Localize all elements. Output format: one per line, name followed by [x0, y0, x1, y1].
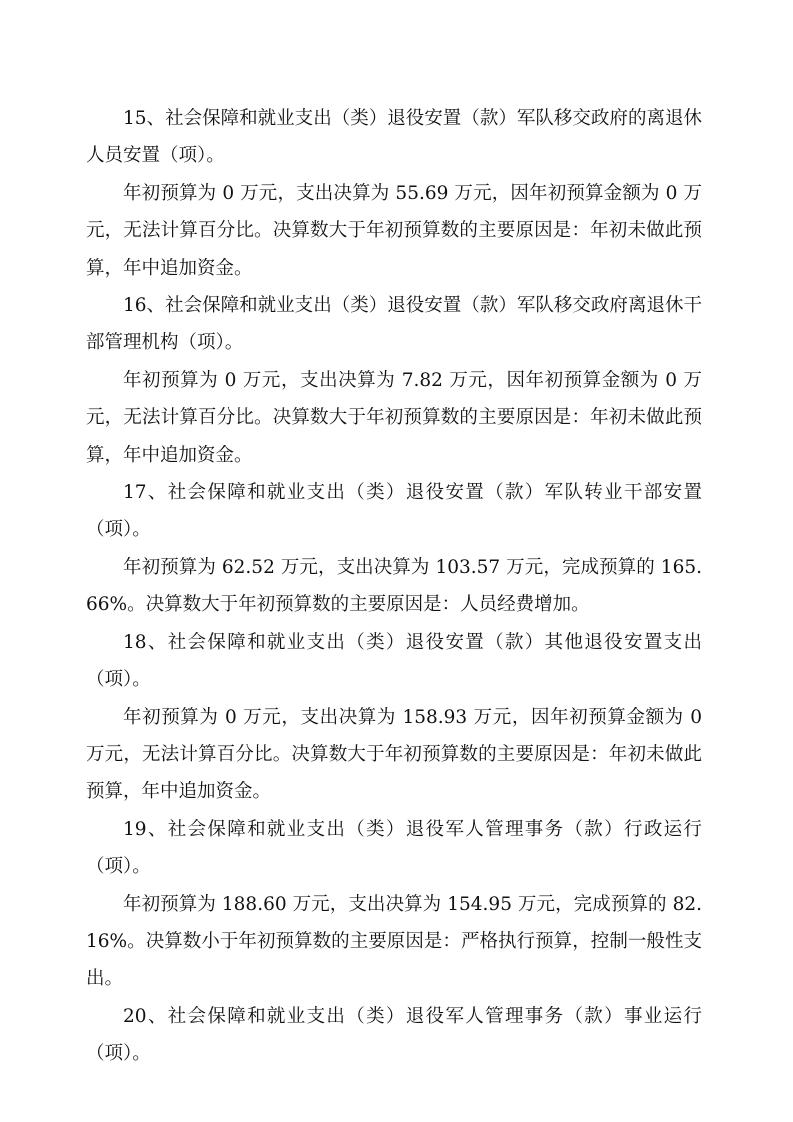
document-page	[86, 100, 702, 1073]
item-20-heading: 20、社会保障和就业支出（类）退役军人管理事务（款）事业运行（项）。	[86, 1005, 702, 1065]
item-16-body: 年初预算为 0 万元，支出决算为 7.82 万元，因年初预算金额为 0 万元，无法计算百分比。决算数大于年初预算数的主要原因是：年初未做此预算，年中追加资金。	[86, 369, 702, 466]
item-17-body: 年初预算为 62.52 万元，支出决算为 103.57 万元，完成预算的 165.66%。决算数大于年初预算数的主要原因是：人员经费增加。	[86, 556, 702, 616]
item-19-body: 年初预算为 188.60 万元，支出决算为 154.95 万元，完成预算的 82.16%。决算数小于年初预算数的主要原因是：严格执行预算，控制一般性支出。	[86, 893, 702, 990]
item-18-heading: 18、社会保障和就业支出（类）退役安置（款）其他退役安置支出（项）。	[86, 631, 702, 691]
item-17-heading: 17、社会保障和就业支出（类）退役安置（款）军队转业干部安置（项）。	[86, 482, 702, 541]
item-18-body: 年初预算为 0 万元，支出决算为 158.93 万元，因年初预算金额为 0 万元，无法计算百分比。决算数大于年初预算数的主要原因是：年初未做此预算，年中追加资金。	[86, 706, 702, 803]
item-16-heading: 16、社会保障和就业支出（类）退役安置（款）军队移交政府离退休干部管理机构（项）。	[86, 295, 702, 354]
item-15-body: 年初预算为 0 万元，支出决算为 55.69 万元，因年初预算金额为 0 万元，无法计算百分比。决算数大于年初预算数的主要原因是：年初未做此预算，年中追加资金。	[86, 182, 702, 279]
item-19-heading: 19、社会保障和就业支出（类）退役军人管理事务（款）行政运行（项）。	[86, 818, 702, 878]
item-15-heading: 15、社会保障和就业支出（类）退役安置（款）军队移交政府的离退休人员安置（项）。	[86, 108, 702, 167]
